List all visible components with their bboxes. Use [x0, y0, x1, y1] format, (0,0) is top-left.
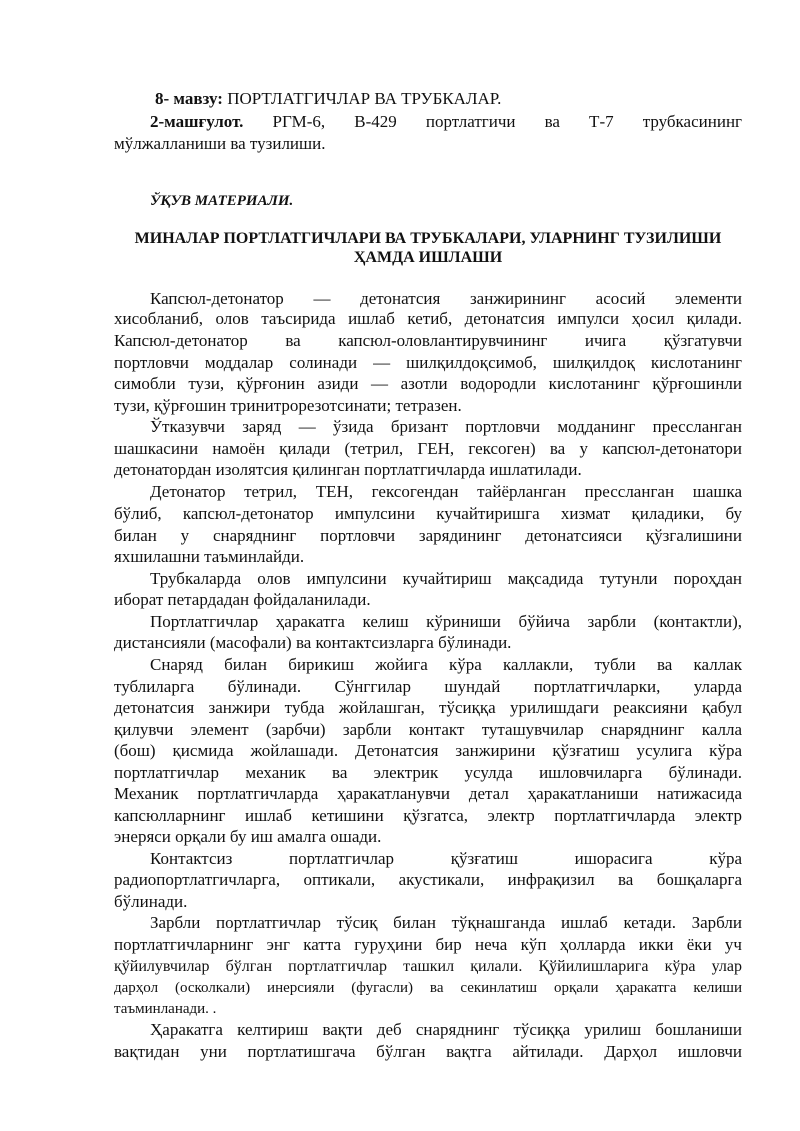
p6-line: Снаряд билан бирикиш жойига кўра каллакли, тубли ва каллак [150, 655, 742, 674]
lesson-text-line2: мўлжалланиши ва тузилиши. [114, 134, 326, 153]
p6-line: Механик портлатгичларда ҳаракатланувчи детал ҳаракатланиши натижасида [114, 784, 742, 803]
p5-line: Портлатгичлар ҳаракатга келиш кўриниши бўйича зарбли (контактли), [150, 612, 742, 631]
p2-line: Ўтказувчи заряд — ўзида бризант портловчи модданинг прессланган [150, 417, 742, 436]
section-title-line1: МИНАЛАР ПОРТЛАТГИЧЛАРИ ВА ТРУБКАЛАРИ, УЛАРНИНГ ТУЗИЛИШИ [134, 230, 722, 247]
lesson-heading-line1 [150, 111, 742, 133]
p2-line: шашкасини намоён қилади (тетрил, ГЕН, гексоген) ва у капсюл-детонатори [114, 439, 742, 458]
p7-line: радиопортлатгичларга, оптикали, акустикали, инфрақизил ва бошқаларга [114, 870, 742, 889]
p6-line: капсюлларнинг ишлаб кетишини қўзгатса, электр портлатгичларда электр [114, 806, 742, 825]
p8-line: таъминланади. . [114, 1001, 217, 1017]
section-title-line2: ҲАМДА ИШЛАШИ [353, 249, 503, 266]
p6-line: (бош) қисмида жойлашади. Детонатсия занжирини қўзғатиш усулига кўра [114, 741, 742, 760]
p1-line: тузи, қўрғошин тринитрорезотсинати; тетразен. [114, 396, 462, 415]
p3-line: яхшилашни таъминлайди. [114, 547, 305, 566]
p1-line: Капсюл-детонатор — детонатсия занжирининг асосий элементи [150, 289, 742, 308]
p5-line: дистансияли (масофали) ва контактсизларга бўлинади. [114, 633, 512, 652]
p8-line: дарҳол (осколкали) инерсияли (фугасли) ва секинлатиш орқали ҳаракатга келиши [114, 980, 742, 996]
p8-line: Зарбли портлатгичлар тўсиқ билан тўқнашганда ишлаб кетади. Зарбли [150, 913, 742, 932]
p3-line: Детонатор тетрил, ТЕН, гексогендан тайёрланган прессланган шашка [150, 482, 742, 501]
p9-line: Ҳаракатга келтириш вақти деб снаряднинг тўсиққа урилиш бошланиши [150, 1020, 742, 1039]
p1-line: симобли тузи, қўрғонин азиди — азотли водородли кислотанинг қўрғошинли [114, 374, 742, 393]
p8-line: қўйилувчилар бўлган портлатгичлар ташкил қилали. Қўйилишларига кўра улар [114, 958, 742, 975]
lesson-label: 2-машғулот. [150, 112, 244, 131]
p7-line: бўлинади. [114, 892, 188, 911]
p4-line: Трубкаларда олов импулсини кучайтириш мақсадида тутунли пороҳдан [150, 569, 742, 588]
p3-line: билан у снаряднинг портловчи зарядининг детонатсияси қўзгалишини [114, 526, 742, 545]
p1-line: Капсюл-детонатор ва капсюл-оловлантирувчининг ичига қўзгатувчи [114, 331, 742, 350]
p6-line: энеряси орқали бу иш амалга ошади. [114, 827, 382, 846]
p6-line: қилувчи элемент (зарбчи) зарбли контакт туташувчилар снаряднинг калла [114, 720, 742, 739]
p8-line: портлатгичларнинг энг катта гуруҳини бир неча кўп ҳолларда икки ёки уч [114, 935, 742, 954]
topic-label: 8- мавзу: [155, 89, 223, 108]
p7-line: Контактсиз портлатгичлар қўзғатиш ишорасига кўра [150, 849, 742, 868]
lesson-text-line1: РГМ-6, В-429 портлатгичи ва Т-7 трубкасининг [272, 112, 743, 131]
p6-line: детонатсия занжири тубда жойлашган, тўсиққа урилишдаги реаксияни қабул [114, 698, 742, 717]
study-material-label: ЎҚУВ МАТЕРИАЛИ. [150, 193, 294, 209]
p3-line: бўлиб, капсюл-детонатор импулсини кучайтиришга хизмат қиладики, бу [114, 504, 742, 523]
p2-line: детонатордан изолятсия қилинган портлатгичларда ишлатилади. [114, 460, 582, 479]
p4-line: иборат петардадан фойдаланилади. [114, 590, 371, 609]
topic-heading [155, 88, 501, 110]
p6-line: тублиларга бўлинади. Сўнггилар шундай портлатгичларки, уларда [114, 677, 742, 696]
p1-line: хисобланиб, олов таъсирида ишлаб кетиб, детонатсия импулси ҳосил қилади. [114, 309, 742, 328]
p1-line: портловчи моддалар солинади — шилқилдоқсимоб, шилқилдоқ кислотанинг [114, 353, 742, 372]
p6-line: портлатгичлар механик ва электрик усулда ишловчиларга бўлинади. [114, 763, 742, 782]
p9-line: вақтидан уни портлатишгача бўлган вақтга айтилади. Дарҳол ишловчи [114, 1042, 742, 1061]
topic-text: ПОРТЛАТГИЧЛАР ВА ТРУБКАЛАР. [227, 89, 502, 108]
